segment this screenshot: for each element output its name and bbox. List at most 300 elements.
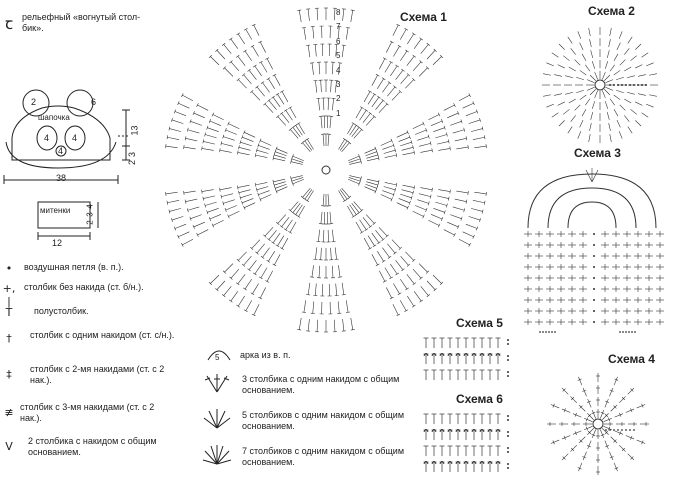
stitch-mark: [261, 62, 267, 72]
stitch-mark: [369, 225, 372, 227]
stitch-mark: [420, 38, 423, 40]
stitch-mark: [378, 156, 379, 160]
stitch-mark: [343, 9, 344, 21]
stitch-mark: [166, 192, 178, 194]
scheme-1-title: Схема 1: [400, 10, 447, 24]
stitch-mark: [398, 293, 401, 295]
stitch-mark: [635, 120, 641, 126]
stitch-mark: [290, 129, 298, 138]
stitch-mark: [236, 33, 239, 35]
stitch-mark: [587, 80, 594, 83]
stitch-mark: [400, 194, 411, 198]
stitch-mark: [624, 99, 631, 103]
stitch-mark: [277, 94, 283, 104]
stitch-mark: [468, 191, 469, 195]
row-number: 3: [336, 80, 341, 90]
stitch-mark: [486, 192, 487, 196]
stitch-mark: [228, 124, 239, 129]
stitch-mark: [395, 273, 398, 275]
stitch-mark: [546, 63, 553, 66]
stitch-mark: [635, 65, 642, 68]
stitch-mark: [558, 102, 565, 105]
stitch-mark: [568, 127, 572, 134]
stitch-mark: [562, 409, 570, 412]
chain-dot: [605, 429, 607, 431]
stitch-mark: [399, 198, 410, 202]
stitch-mark: [223, 200, 234, 204]
stitch-mark: [372, 75, 378, 86]
stitch-mark: [381, 194, 392, 199]
stitch-mark: [278, 215, 286, 224]
hat-dim-band2: 2: [127, 159, 138, 166]
stitch-mark: [405, 50, 408, 52]
stitch-mark: [307, 191, 313, 201]
stitch-mark: [366, 155, 378, 158]
stitch-mark: [420, 150, 432, 152]
stitch-mark: [379, 59, 385, 70]
stitch-mark: [274, 75, 280, 86]
mitten-dim-b: 3: [85, 212, 95, 217]
stitch-mark: [591, 50, 593, 58]
stitch-mark: [202, 190, 203, 194]
stitch-mark: [260, 194, 271, 199]
chain-dot: [609, 429, 611, 431]
stitch-mark: [392, 240, 400, 249]
chain-dot: [507, 447, 509, 449]
stitch-mark: [420, 188, 432, 190]
stitch-mark: [578, 463, 581, 471]
stitch-mark: [419, 68, 427, 77]
stitch-mark: [403, 152, 415, 154]
chain-dot: [613, 429, 615, 431]
chain-dot: [629, 429, 631, 431]
stitch-mark: [582, 54, 586, 61]
stitch-mark: [231, 39, 238, 49]
stitch-mark: [421, 286, 429, 295]
stitch-mark: [255, 264, 262, 274]
stitch-mark: [586, 170, 592, 182]
stitch-mark: [407, 274, 414, 283]
stitch-mark: [321, 116, 322, 128]
row-number: 7: [336, 22, 341, 32]
stitch-mark: [377, 96, 380, 98]
stitch-mark: [252, 240, 260, 249]
stitch-mark: [382, 191, 393, 195]
stitch-mark: [413, 55, 416, 57]
chain-dot: [641, 84, 643, 86]
stitch-mark: [393, 46, 399, 56]
legend-symbol-2: T: [5, 306, 13, 319]
stitch-mark: [484, 201, 485, 205]
stitch-mark: [331, 248, 332, 260]
legend-symbol-6: V: [5, 440, 13, 453]
stitch-mark: [604, 418, 612, 421]
stitch-mark: [299, 10, 301, 22]
chain-dot: [507, 343, 509, 345]
stitch-mark: [273, 158, 285, 161]
stitch-mark: [242, 137, 253, 141]
stitch-mark: [354, 202, 362, 211]
stitch-mark: [428, 220, 439, 225]
stitch-mark: [257, 244, 265, 253]
stitch-mark: [284, 109, 287, 111]
stitch-mark: [286, 220, 293, 230]
stitch-mark: [242, 198, 253, 202]
stitch-mark: [313, 301, 314, 313]
chain-dot: [633, 429, 635, 431]
stitch-mark: [278, 117, 286, 126]
stitch-mark: [578, 31, 581, 38]
mitten-label: митенки: [40, 206, 71, 215]
chain-dot: [507, 371, 509, 373]
chain-dot: [609, 84, 611, 86]
stitch-mark: [372, 233, 379, 243]
stitch-mark: [400, 51, 407, 61]
stitch-mark: [376, 74, 380, 76]
stitch-mark: [620, 60, 626, 66]
ring: [593, 419, 603, 429]
stitch-mark: [609, 388, 612, 396]
stitch-mark: [404, 28, 407, 30]
stitch-mark: [396, 260, 403, 270]
stitch-mark: [543, 95, 551, 97]
stitch-mark: [335, 247, 336, 259]
stitch-mark: [584, 426, 592, 429]
stitch-mark: [175, 111, 186, 115]
stitch-mark: [471, 129, 483, 132]
stitch-mark: [273, 233, 280, 243]
stitch-mark: [315, 284, 316, 296]
legend-text-4: столбик с 2-мя накидами (ст. с 2 нак.).: [30, 364, 165, 385]
stitch-mark: [231, 269, 239, 278]
stitch-mark: [590, 123, 592, 131]
stitch-mark: [368, 90, 371, 92]
row-number: 4: [336, 65, 341, 75]
stitch-mark: [400, 29, 406, 39]
stitch-mark: [255, 153, 256, 157]
chain-dot: [593, 321, 595, 323]
stitch-mark: [575, 60, 581, 66]
stitch-mark: [396, 153, 397, 157]
stitch-mark: [249, 260, 256, 270]
stitch-mark: [251, 45, 254, 47]
stitch-mark: [342, 283, 344, 295]
stitch-mark: [580, 70, 586, 75]
relief-stitch-text: рельефный «вогнутый стол- бик».: [22, 12, 141, 33]
legend-text-0: воздушная петля (в. п.).: [24, 262, 124, 272]
hat-dim-width: 38: [56, 173, 67, 183]
stitch-mark: [456, 191, 468, 193]
fan-3-icon: [204, 372, 230, 394]
stitch-mark: [630, 56, 636, 61]
stitch-mark: [559, 120, 565, 126]
stitch-mark: [342, 45, 344, 57]
stitch-mark: [280, 248, 283, 250]
legend-text-6: 2 столбика с накидом с общим основанием.: [28, 436, 157, 457]
chain-dot: [507, 375, 509, 377]
chain-dot: [645, 84, 647, 86]
stitch-mark: [407, 296, 414, 306]
stitch-mark: [649, 95, 657, 97]
stitch-mark: [276, 93, 279, 95]
stitch-mark: [414, 150, 415, 154]
stitch-mark: [257, 87, 265, 96]
stitch-mark: [389, 61, 392, 63]
stitch-mark: [331, 80, 332, 92]
stitch-mark: [610, 134, 612, 142]
chain-dot: [593, 244, 595, 246]
stitch-mark: [342, 45, 346, 46]
chain-dot: [628, 331, 630, 333]
stitch-mark: [364, 91, 370, 101]
chain-dot: [625, 429, 627, 431]
stitch-mark: [259, 277, 262, 279]
stitch-mark: [360, 110, 367, 120]
stitch-mark: [368, 248, 371, 250]
stitch-mark: [610, 65, 615, 71]
stitch-mark: [400, 300, 406, 310]
stitch-mark: [609, 39, 611, 47]
stitch-mark: [397, 203, 408, 208]
stitch-mark: [604, 75, 610, 81]
stitch-mark: [254, 25, 259, 36]
stitch-mark: [372, 254, 378, 265]
stitch-mark: [584, 418, 592, 421]
stitch-mark: [605, 61, 607, 69]
stitch-mark: [413, 269, 421, 278]
stitch-mark: [260, 42, 265, 53]
stitch-mark: [395, 65, 398, 67]
stitch-mark: [226, 130, 237, 134]
stitch-mark: [256, 155, 268, 157]
stitch-mark: [274, 182, 286, 185]
stitch-mark: [184, 191, 185, 195]
stitch-mark: [377, 251, 383, 261]
stitch-mark: [244, 132, 255, 137]
stitch-mark: [210, 121, 221, 126]
stitch-mark: [453, 130, 465, 133]
stitch-mark: [569, 67, 576, 71]
stitch-mark: [194, 222, 205, 227]
stitch-mark: [413, 62, 421, 71]
row-number: 5: [336, 51, 341, 61]
scheme-2-diagram: [535, 20, 665, 150]
stitch-mark: [393, 25, 398, 36]
stitch-mark: [253, 273, 256, 275]
stitch-mark: [302, 27, 306, 28]
stitch-mark: [169, 208, 181, 211]
stitch-mark: [466, 111, 477, 115]
stitch-mark: [614, 95, 620, 100]
stitch-mark: [592, 430, 595, 438]
stitch-mark: [373, 245, 376, 247]
stitch-mark: [224, 264, 232, 273]
scheme-4-diagram: [528, 362, 668, 482]
stitch-mark: [231, 291, 238, 301]
hat-label: шапочка: [38, 113, 70, 122]
stitch-mark: [265, 104, 273, 113]
stitch-mark: [575, 105, 581, 111]
stitch-mark: [646, 104, 653, 107]
stitch-mark: [347, 124, 353, 134]
stitch-mark: [229, 38, 232, 40]
stitch-mark: [565, 76, 573, 78]
stitch-mark: [415, 206, 426, 210]
stitch-mark: [346, 28, 348, 40]
stitch-mark: [239, 147, 251, 150]
stitch-mark: [351, 10, 353, 22]
stitch-mark: [562, 435, 570, 438]
chain-dot: [507, 419, 509, 421]
stitch-mark: [347, 206, 353, 216]
stitch-mark: [390, 66, 397, 76]
stitch-mark: [238, 56, 245, 65]
stitch-mark: [637, 440, 645, 443]
stitch-mark: [384, 150, 396, 153]
stitch-mark: [384, 187, 396, 190]
stitch-mark: [317, 320, 318, 332]
stitch-mark: [469, 216, 480, 220]
stitch-mark: [321, 80, 322, 92]
stitch-mark: [236, 55, 239, 57]
stitch-mark: [306, 294, 310, 295]
mitten-dim-a: 4: [85, 204, 95, 209]
stitch-mark: [605, 101, 607, 109]
stitch-mark: [224, 68, 232, 77]
stitch-mark: [238, 296, 245, 306]
stitch-mark: [205, 134, 217, 137]
hat-dim-band1: 3: [127, 151, 138, 158]
stitch-mark: [188, 130, 200, 133]
stitch-mark: [609, 452, 612, 460]
stitch-mark: [260, 141, 271, 146]
stitch-mark: [256, 182, 268, 184]
stitch-mark: [334, 320, 335, 332]
fan-5-icon: [203, 408, 231, 430]
stitch-mark: [350, 125, 357, 135]
stitch-mark: [184, 145, 185, 149]
stitch-mark: [203, 196, 215, 199]
stitch-mark: [543, 74, 551, 76]
stitch-mark: [484, 135, 485, 139]
stitch-mark: [474, 192, 486, 194]
hat-eye-right: 4: [72, 133, 78, 143]
stitch-mark: [399, 137, 410, 141]
chain-dot: [613, 84, 615, 86]
stitch-mark: [552, 53, 559, 57]
stitch-mark: [413, 211, 424, 216]
stitch-mark: [332, 98, 333, 110]
stitch-mark: [330, 116, 331, 128]
stitch-mark: [390, 264, 397, 274]
stitch-mark: [427, 281, 435, 290]
stitch-mark: [642, 53, 649, 57]
stitch-mark: [576, 77, 584, 79]
stitch-mark: [186, 199, 198, 202]
chain-dot: [619, 331, 621, 333]
stitch-mark: [438, 190, 450, 192]
stitch-mark: [401, 269, 404, 271]
stitch-mark: [304, 300, 306, 312]
stitch-mark: [614, 54, 618, 61]
stitch-mark: [249, 70, 256, 80]
stitch-mark: [401, 69, 404, 71]
stitch-mark: [606, 87, 613, 90]
scheme-5-diagram: [420, 330, 515, 385]
stitch-mark: [554, 94, 562, 96]
stitch-mark: [578, 377, 581, 385]
stitch-mark: [343, 200, 346, 202]
stitch-mark: [573, 431, 581, 434]
scheme-4-title: Схема 4: [608, 352, 655, 366]
stitch-mark: [602, 72, 605, 79]
stitch-mark: [220, 188, 232, 190]
stitch-mark: [385, 268, 391, 278]
stitch-mark: [224, 286, 232, 295]
stitch-mark: [231, 62, 239, 71]
legend-symbol-1: +, |: [2, 282, 16, 308]
stitch-mark: [590, 89, 596, 95]
stitch-mark: [646, 63, 653, 66]
stitch-mark: [389, 277, 392, 279]
stitch-mark: [310, 277, 314, 278]
relief-stitch-symbol: ꞇ: [5, 14, 13, 33]
stitch-mark: [400, 142, 411, 146]
hat-eye-left: 4: [44, 133, 50, 143]
stitch-mark: [617, 120, 620, 127]
stitch-mark: [244, 310, 247, 312]
stitch-mark: [366, 117, 374, 126]
stitch-mark: [356, 108, 362, 118]
stitch-mark: [468, 145, 469, 149]
stitch-mark: [385, 182, 397, 184]
chain-dot: [622, 331, 624, 333]
stitch-mark: [268, 79, 274, 89]
stitch-mark: [590, 39, 592, 47]
stitch-mark: [236, 283, 239, 285]
stitch-mark: [167, 200, 179, 202]
stitch-mark: [417, 200, 428, 204]
stitch-mark: [580, 120, 583, 127]
stitch-mark: [379, 104, 387, 113]
stitch-mark: [312, 63, 314, 75]
stitch-mark: [308, 45, 310, 57]
stitch-mark: [269, 100, 277, 109]
stitch-mark: [388, 256, 391, 258]
stitch-mark: [352, 127, 359, 136]
stitch-mark: [407, 56, 414, 65]
stitch-mark: [297, 10, 301, 11]
stitch-mark: [244, 28, 247, 30]
stitch-mark: [447, 113, 458, 118]
stitch-mark: [435, 202, 447, 205]
stitch-mark: [379, 227, 387, 236]
stitch-mark: [607, 112, 609, 120]
stitch-mark: [238, 80, 246, 89]
stitch-mark: [238, 152, 250, 154]
stitch-mark: [260, 287, 265, 298]
chain-dot: [507, 435, 509, 437]
stitch-mark: [293, 127, 300, 136]
stitch-mark: [583, 388, 586, 396]
stitch-mark: [419, 264, 427, 273]
ring: [595, 80, 605, 90]
mitten-dim-c: 2: [85, 220, 95, 225]
stitch-mark: [265, 58, 269, 60]
chain-dot: [593, 288, 595, 290]
legend-symbol-0: •: [5, 262, 13, 275]
scheme-1-row-numbers: [336, 6, 340, 121]
